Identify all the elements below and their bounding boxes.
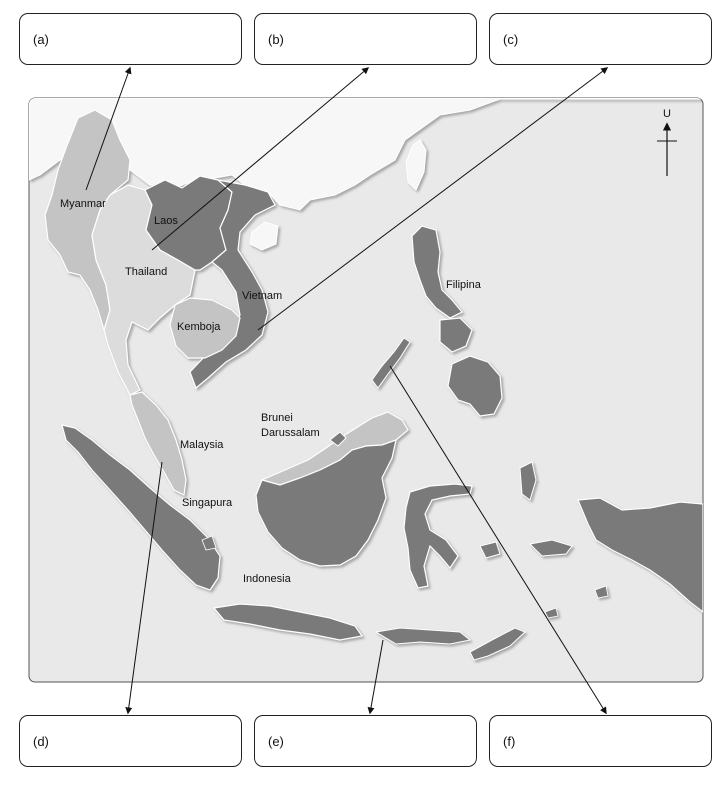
label-malaysia: Malaysia [180, 439, 224, 451]
box-label-d: (d) [33, 734, 49, 749]
label-brunei-line2: Darussalam [261, 427, 320, 439]
label-myanmar: Myanmar [60, 198, 106, 210]
label-singapura: Singapura [182, 497, 233, 509]
label-brunei-line1: Brunei [261, 412, 293, 424]
box-label-e: (e) [268, 734, 284, 749]
box-label-a: (a) [33, 32, 49, 47]
label-filipina: Filipina [446, 279, 481, 291]
label-indonesia: Indonesia [243, 573, 291, 585]
box-label-c: (c) [503, 32, 519, 47]
label-thailand: Thailand [125, 266, 168, 278]
box-label-b: (b) [268, 32, 284, 47]
label-vietnam: Vietnam [242, 290, 283, 302]
box-label-f: (f) [503, 734, 516, 749]
label-kemboja: Kemboja [177, 321, 221, 333]
compass-north-label: U [663, 108, 671, 120]
label-laos: Laos [154, 215, 178, 227]
